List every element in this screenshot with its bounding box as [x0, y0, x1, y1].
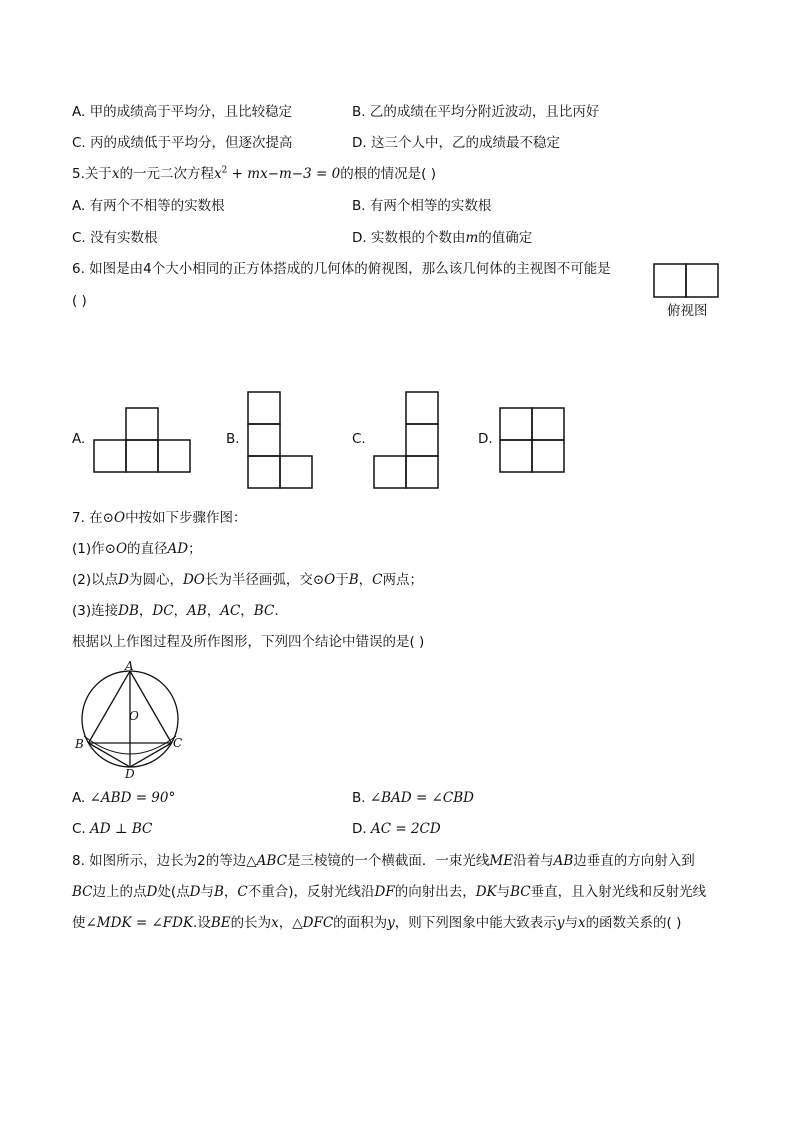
q8-stem-line3: 使∠MDK = ∠FDK.设BE的长为x，△DFC的面积为y，则下列图象中能大致表示y与x的函数关系的( ) — [72, 915, 682, 931]
q5-option-c: C. 没有实数根 — [72, 230, 158, 246]
q7-option-a: A. ∠ABD = 90° — [72, 790, 176, 806]
q7-step-1: (1)作⊙O的直径AD； — [72, 541, 202, 557]
q5-stem: 5.关于x的一元二次方程$x^2 + mx-m-3 = 0$的根的情况是( ) — [72, 165, 437, 182]
q6-top-view-figure — [652, 262, 722, 300]
q4-option-b: B. 乙的成绩在平均分附近波动，且比丙好 — [352, 104, 600, 120]
q5-option-d: D. 实数根的个数由m的值确定 — [352, 230, 533, 246]
point-label-b: B — [75, 737, 84, 751]
q7-step-3: (3)连接DB，DC，AB，AC，BC. — [72, 603, 279, 619]
q7-option-c: C. AD ⊥ BC — [72, 821, 153, 837]
q7-stem: 7. 在⊙O中按如下步骤作图： — [72, 510, 247, 526]
q8-stem-line1: 8. 如图所示，边长为2的等边△ABC是三棱镜的一个横截面．一束光线ME沿着与AB边垂直的方向射入到 — [72, 853, 695, 869]
q6-option-b-figure — [246, 390, 316, 490]
q5-option-a: A. 有两个不相等的实数根 — [72, 198, 225, 214]
q6-option-c-label: C. — [352, 431, 366, 447]
q5-option-b: B. 有两个相等的实数根 — [352, 198, 492, 214]
q7-option-d: D. AC = 2CD — [352, 821, 441, 837]
q6-option-c-figure — [372, 390, 442, 490]
q6-option-d-label: D. — [478, 431, 493, 447]
q4-option-c: C. 丙的成绩低于平均分，但逐次提高 — [72, 135, 293, 151]
q7-circle-figure — [70, 660, 190, 780]
q8-stem-line2: BC边上的点D处(点D与B，C不重合)，反射光线沿DF的向射出去，DK与BC垂直，且入射光线和反射光线 — [72, 884, 707, 900]
q6-option-a-label: A. — [72, 431, 86, 447]
point-label-d: D — [125, 767, 135, 780]
q7-step-2: (2)以点D为圆心，DO长为半径画弧，交⊙O于B，C两点； — [72, 572, 424, 588]
q6-option-a-figure — [92, 406, 192, 474]
q6-option-d-figure — [498, 406, 568, 474]
point-label-a: A — [125, 660, 134, 673]
q6-stem-line2: ( ) — [72, 293, 87, 309]
q4-option-a: A. 甲的成绩高于平均分，且比较稳定 — [72, 104, 293, 120]
q6-stem-line1: 6. 如图是由4个大小相同的正方体搭成的几何体的俯视图，那么该几何体的主视图不可能是 — [72, 261, 611, 277]
q7-option-b: B. ∠BAD = ∠CBD — [352, 790, 474, 806]
point-label-o: O — [129, 709, 139, 723]
q7-question: 根据以上作图过程及所作图形，下列四个结论中错误的是( ) — [72, 634, 425, 650]
point-label-c: C — [173, 736, 183, 750]
q4-option-d: D. 这三个人中，乙的成绩最不稳定 — [352, 135, 560, 151]
q6-top-view-label: 俯视图 — [667, 303, 708, 319]
q6-option-b-label: B. — [226, 431, 240, 447]
